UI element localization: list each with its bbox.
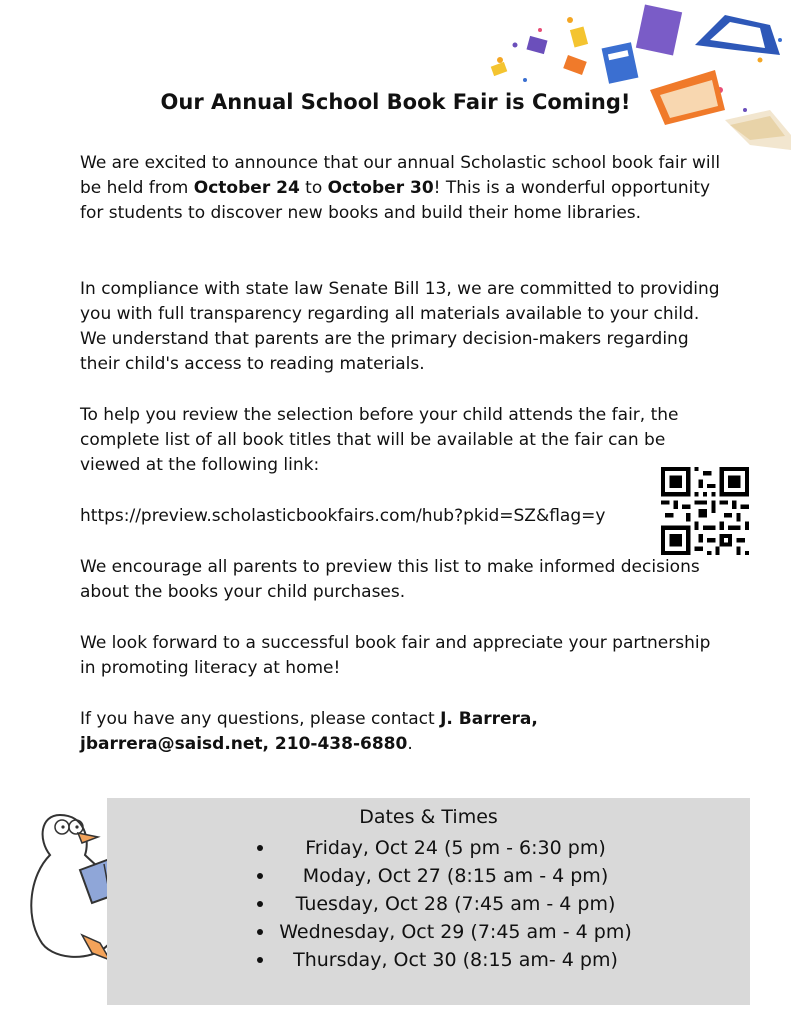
contact-paragraph: If you have any questions, please contact J. Barrera, jbarrera@saisd.net, 210-438-6880. [80,709,538,754]
encourage-paragraph: We encourage all parents to preview this list to make informed decisions about the books your child purchases. [80,557,700,602]
schedule-item: Friday, Oct 24 (5 pm - 6:30 pm) [107,834,750,862]
compliance-paragraph: In compliance with state law Senate Bill 13, we are committed to providing you with full transparency regarding all materials available to your child. We understand that parents are the primary decision-makers regarding their child's access to reading materials. [80,279,720,374]
bullet-icon [257,929,263,935]
schedule-item: Tuesday, Oct 28 (7:45 am - 4 pm) [107,890,750,918]
review-paragraph: To help you review the selection before your child attends the fair, the complete list of all book titles that will be available at the fair can be viewed at the following link: [80,405,679,475]
schedule-item: Thursday, Oct 30 (8:15 am- 4 pm) [107,946,750,974]
bullet-icon [257,901,263,907]
start-date: October 24 [193,178,300,198]
schedule-title: Dates & Times [359,806,498,828]
qr-code-icon [661,467,749,555]
schedule-box [107,798,750,1005]
intro-paragraph: We are excited to announce that our annual Scholastic school book fair will be held from October 24 to October 30! This is a wonderful opportunity for students to discover new books and build their home libraries. [80,153,721,223]
bullet-icon [257,957,263,963]
forward-paragraph: We look forward to a successful book fair and appreciate your partnership in promoting literacy at home! [80,633,711,678]
contact-info: J. Barrera, jbarrera@saisd.net, 210-438-6880 [80,709,538,754]
schedule-list [107,834,750,974]
schedule-item: Moday, Oct 27 (8:15 am - 4 pm) [107,862,750,890]
page-title: Our Annual School Book Fair is Coming! [160,90,631,114]
preview-link[interactable]: https://preview.scholasticbookfairs.com/hub?pkid=SZ&flag=y [80,506,606,526]
end-date: October 30 [327,178,434,198]
schedule-item: Wednesday, Oct 29 (7:45 am - 4 pm) [107,918,750,946]
bullet-icon [257,845,263,851]
bullet-icon [257,873,263,879]
flying-books-icon [480,0,791,160]
